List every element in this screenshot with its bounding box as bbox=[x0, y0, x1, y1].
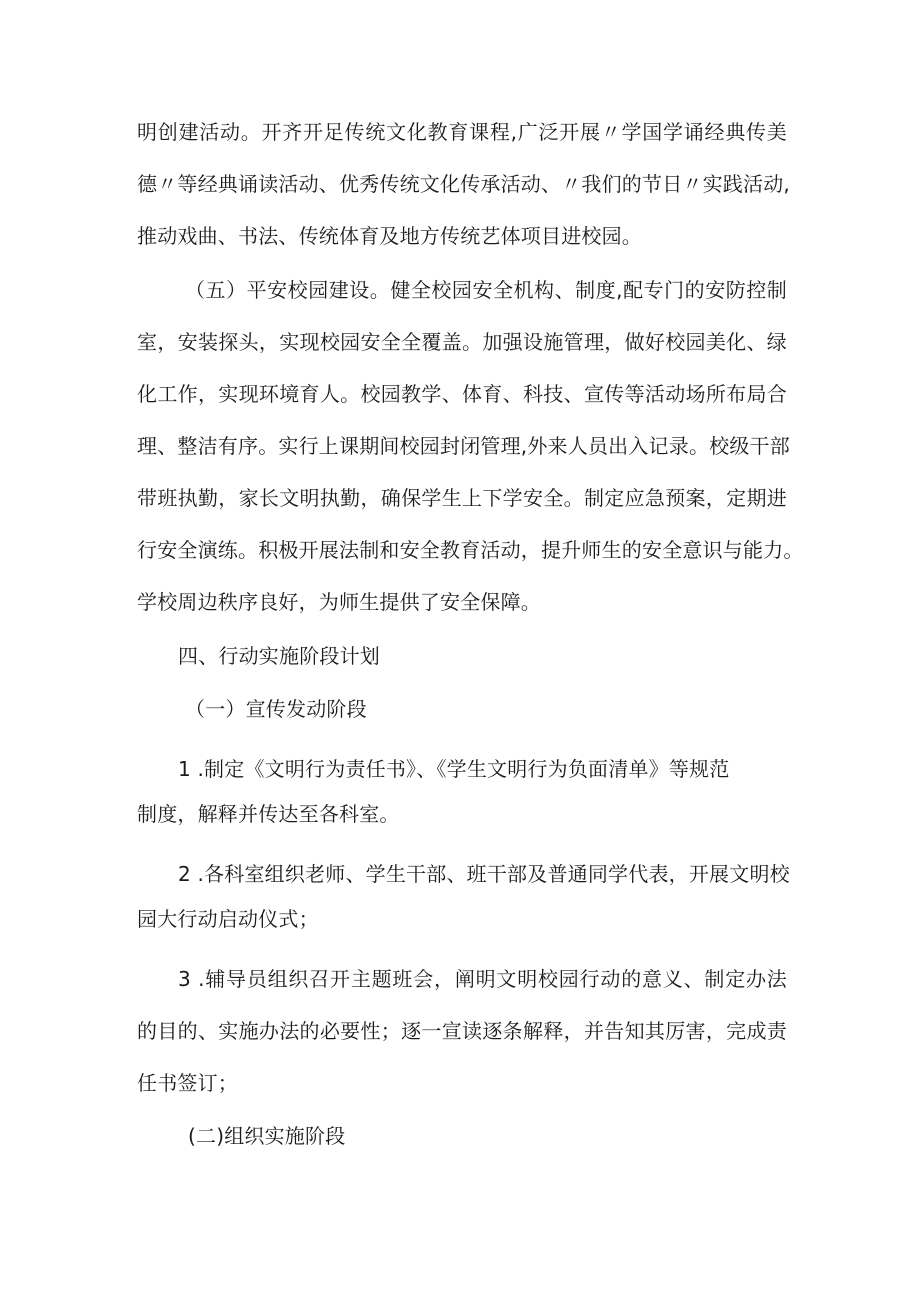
item-1-line-2: 制度，解释并传达至各科室。 bbox=[137, 802, 400, 826]
item-2-line-2: 园大行动启动仪式； bbox=[137, 907, 319, 931]
para-safety-line-4: 理、整洁有序。实行上课期间校园封闭管理,外来人员出入记录。校级干部 bbox=[137, 434, 790, 458]
para-safety-line-1: （五）平安校园建设。健全校园安全机构、制度,配专门的安防控制 bbox=[185, 278, 787, 302]
section-four-heading: 四、行动实施阶段计划 bbox=[178, 644, 380, 668]
item-3-line-1: 3 .辅导员组织召开主题班会，阐明文明校园行动的意义、制定办法 bbox=[178, 967, 787, 991]
para-safety-line-5: 带班执勤，家长文明执勤，确保学生上下学安全。制定应急预案，定期进 bbox=[137, 486, 787, 510]
para-safety-line-7: 学校周边秩序良好，为师生提供了安全保障。 bbox=[137, 590, 541, 614]
item-2-line-1: 2 .各科室组织老师、学生干部、班干部及普通同学代表，开展文明校 bbox=[178, 862, 790, 886]
stage-one-heading: （一）宣传发动阶段 bbox=[185, 697, 367, 721]
item-3-line-2: 的目的、实施办法的必要性；逐一宣读逐条解释，并告知其厉害，完成责 bbox=[137, 1019, 787, 1043]
para-safety-line-3: 化工作，实现环境育人。校园教学、体育、科技、宣传等活动场所布局合 bbox=[137, 382, 787, 406]
para-culture-line-1: 明创建活动。开齐开足传统文化教育课程,广泛开展〃学国学诵经典传美 bbox=[137, 120, 787, 144]
item-3-line-3: 任书签订； bbox=[137, 1071, 238, 1095]
para-safety-line-6: 行安全演练。积极开展法制和安全教育活动，提升师生的安全意识与能力。 bbox=[137, 538, 804, 562]
para-culture-line-2: 德〃等经典诵读活动、优秀传统文化传承活动、〃我们的节日〃实践活动, bbox=[137, 172, 790, 196]
para-culture-line-3: 推动戏曲、书法、传统体育及地方传统艺体项目进校园。 bbox=[137, 224, 642, 248]
stage-two-heading: (二)组织实施阶段 bbox=[188, 1124, 346, 1148]
item-1-line-1: 1 .制定《文明行为责任书》、《学生文明行为负面清单》等规范 bbox=[178, 757, 730, 781]
para-safety-line-2: 室，安装探头，实现校园安全全覆盖。加强设施管理，做好校园美化、绿 bbox=[137, 330, 787, 354]
